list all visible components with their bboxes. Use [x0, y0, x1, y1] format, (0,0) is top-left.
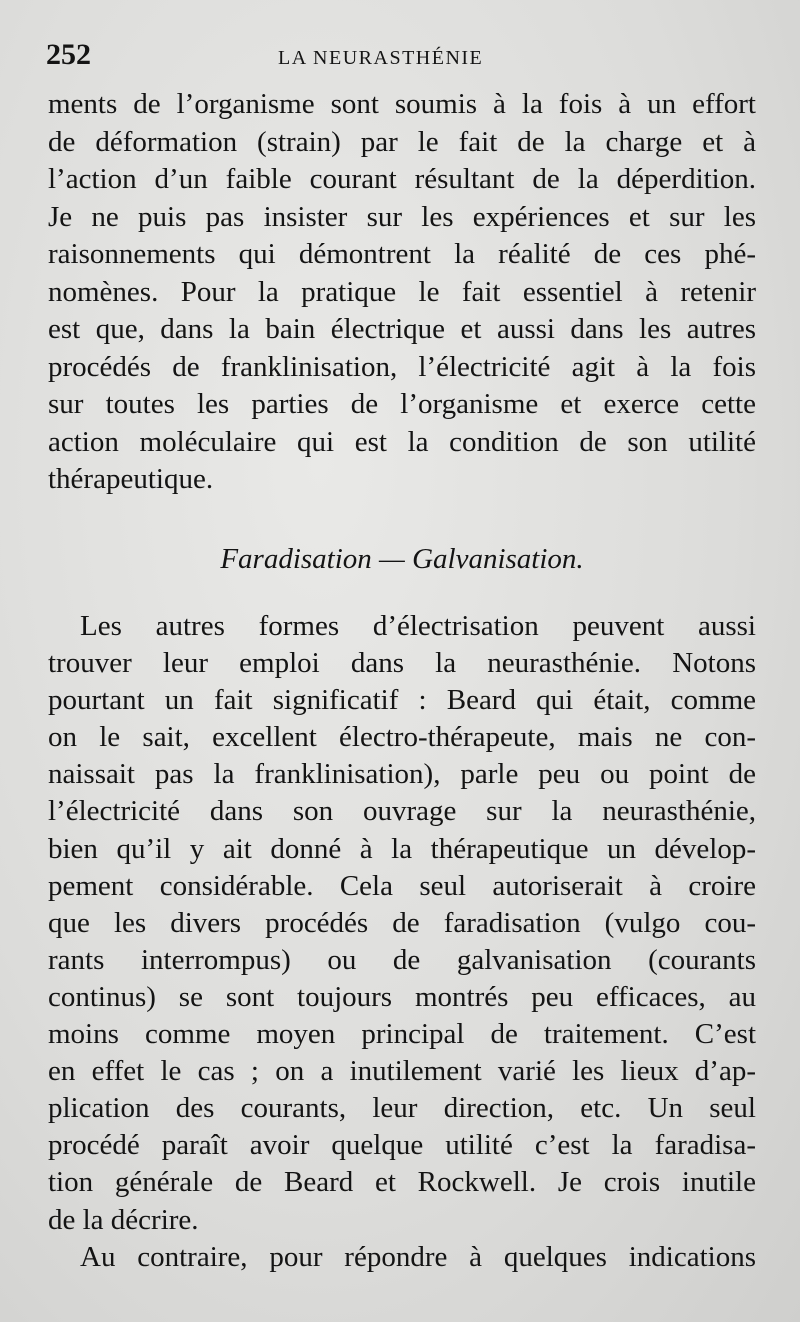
text-line: Je ne puis pas insister sur les expériences et sur les [48, 200, 756, 233]
text-line: que les divers procédés de faradisation (vulgo cou- [48, 906, 756, 939]
text-line: rants interrompus) ou de galvanisation (courants [48, 943, 756, 976]
text-line: thérapeutique. [48, 463, 214, 495]
text-line: moins comme moyen principal de traitement. C’est [48, 1018, 756, 1051]
text-line: sur toutes les parties de l’organisme et exerce cette [48, 388, 756, 420]
text-line: trouver leur emploi dans la neurasthénie. Notons [48, 647, 756, 680]
text-line: continus) se sont toujours montrés peu efficaces, au [48, 980, 756, 1013]
running-title: LA NEURASTHÉNIE [278, 47, 484, 69]
text-line: action moléculaire qui est la condition de son utilité [48, 425, 756, 458]
text-line: procédés de franklinisation, l’électricité agit à la fois [48, 350, 756, 383]
text-line: pourtant un fait significatif : Beard qui était, comme [48, 684, 756, 717]
text-line: naissait pas la franklinisation), parle peu ou point de [48, 758, 756, 791]
text-line: ments de l’organisme sont soumis à la fois à un effort [48, 88, 756, 120]
text-line: tion générale de Beard et Rockwell. Je crois inutile [48, 1166, 756, 1199]
page-number: 252 [46, 38, 91, 71]
text-line: bien qu’il y ait donné à la thérapeutique un dévelop- [48, 832, 756, 865]
text-line: Les autres formes d’électrisation peuvent aussi [80, 610, 756, 642]
running-head [46, 38, 756, 78]
text-line: plication des courants, leur direction, etc. Un seul [48, 1092, 756, 1125]
paragraph-continued [48, 86, 756, 499]
text-line: de déformation (strain) par le fait de la charge et à [48, 125, 756, 158]
text-line: en effet le cas ; on a inutilement varié les lieux d’ap- [48, 1055, 756, 1088]
text-line: nomènes. Pour la pratique le fait essentiel à retenir [48, 275, 756, 308]
text-line: l’électricité dans son ouvrage sur la neurasthénie, [48, 795, 756, 828]
text-line: l’action d’un faible courant résultant de la déperdition. [48, 163, 756, 195]
text-line: de la décrire. [48, 1203, 199, 1236]
text-line: est que, dans la bain électrique et aussi dans les autres [48, 313, 756, 345]
text-line: on le sait, excellent électro-thérapeute, mais ne con- [48, 721, 756, 754]
section-heading: Faradisation — Galvanisation. [220, 543, 584, 575]
text-line: raisonnements qui démontrent la réalité de ces phé- [48, 238, 756, 270]
text-line: Au contraire, pour répondre à quelques indications [80, 1240, 756, 1273]
text-line: pement considérable. Cela seul autoriserait à croire [48, 869, 756, 902]
paragraph-faradisation [48, 608, 756, 1276]
text-line: procédé paraît avoir quelque utilité c’est la faradisa- [48, 1129, 756, 1162]
